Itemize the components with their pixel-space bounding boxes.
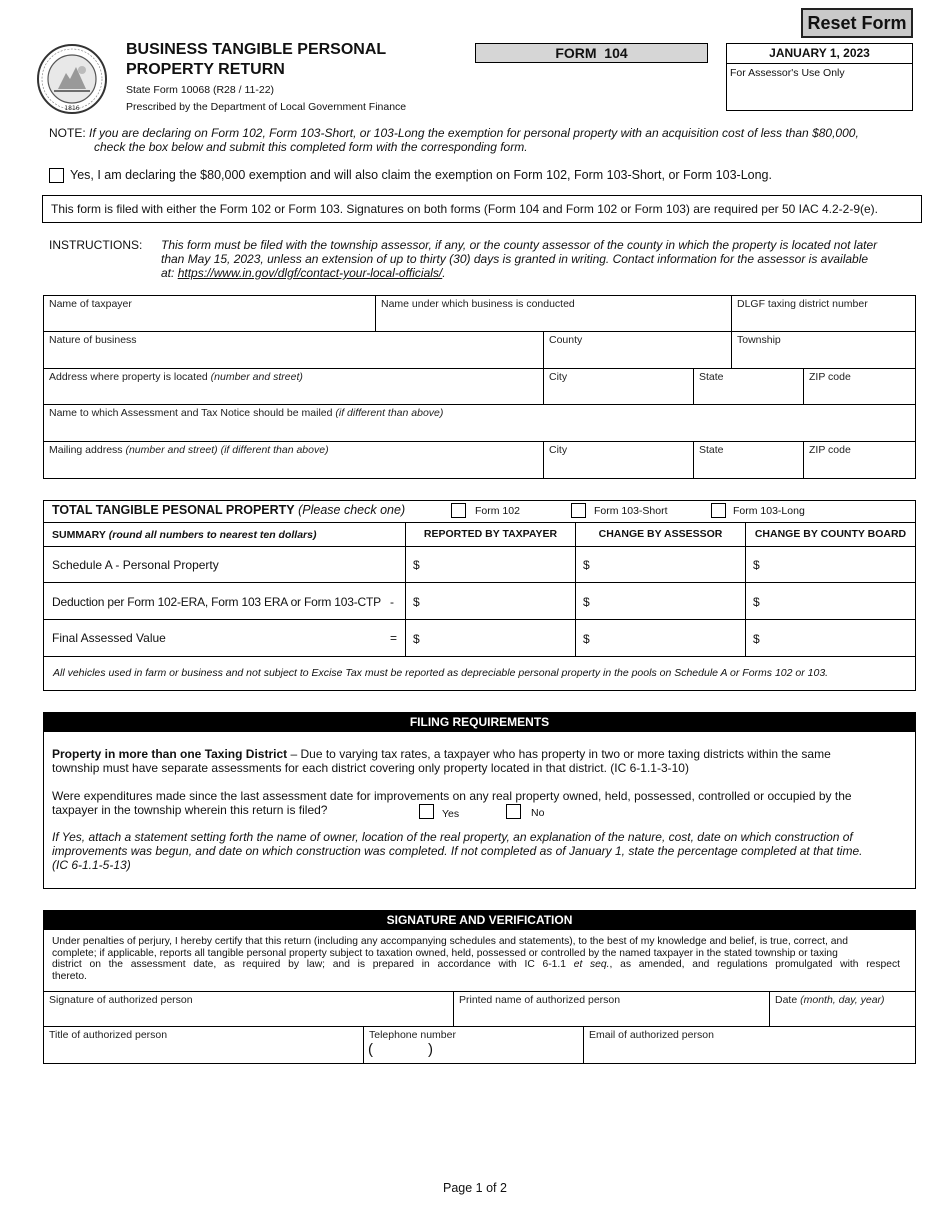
note-label: NOTE: bbox=[49, 126, 86, 140]
dlgf-district-field[interactable]: DLGF taxing district number bbox=[731, 295, 916, 332]
exemption-checkbox[interactable] bbox=[49, 168, 64, 183]
name-of-taxpayer-field[interactable]: Name of taxpayer bbox=[43, 295, 376, 332]
note-text-line1: If you are declaring on Form 102, Form 103-Short, or 103-Long the exemption for personal property with an acquisition cost of less than $80,000, bbox=[89, 126, 859, 140]
instructions-label: INSTRUCTIONS: bbox=[49, 238, 143, 252]
mailing-address-field[interactable]: Mailing address (number and street) (if different than above) bbox=[43, 441, 544, 479]
filing-requirements-title: FILING REQUIREMENTS bbox=[43, 712, 916, 732]
total-property-title: TOTAL TANGIBLE PESONAL PROPERTY (Please check one) bbox=[52, 503, 406, 517]
date-field[interactable]: Date (month, day, year) bbox=[769, 991, 916, 1027]
form-103-short-label: Form 103-Short bbox=[594, 505, 668, 517]
township-field[interactable]: Township bbox=[731, 331, 916, 369]
schedule-a-board-field[interactable]: $ bbox=[745, 546, 916, 583]
deduction-taxpayer-field[interactable]: $ bbox=[405, 582, 576, 620]
final-value-label: Final Assessed Value bbox=[52, 631, 166, 645]
note bbox=[49, 126, 929, 154]
form-103-short-checkbox[interactable] bbox=[571, 503, 586, 518]
nature-of-business-field[interactable]: Nature of business bbox=[43, 331, 544, 369]
col-reported-by-taxpayer: REPORTED BY TAXPAYER bbox=[405, 522, 576, 547]
filed-with-notice: This form is filed with either the Form 102 or Form 103. Signatures on both forms (Form 104 and Form 102 or Form 103) are required per 50 IAC 4.2-2-9(e). bbox=[42, 195, 922, 223]
notice-mail-name-field[interactable]: Name to which Assessment and Tax Notice should be mailed (if different than above) bbox=[43, 404, 916, 442]
assessor-use-label: For Assessor's Use Only bbox=[730, 67, 845, 79]
deduction-label: Deduction per Form 102-ERA, Form 103 ERA or Form 103-CTP bbox=[52, 595, 381, 609]
form-102-label: Form 102 bbox=[475, 505, 520, 517]
assessor-use-box[interactable] bbox=[726, 43, 913, 111]
mailing-state-field[interactable]: State bbox=[693, 441, 804, 479]
deduction-board-field[interactable]: $ bbox=[745, 582, 916, 620]
form-title-line2: PROPERTY RETURN bbox=[126, 61, 285, 78]
signature-title: SIGNATURE AND VERIFICATION bbox=[43, 910, 916, 930]
form-102-checkbox[interactable] bbox=[451, 503, 466, 518]
instructions-line2: than May 15, 2023, unless an extension of up to thirty (30) days is granted in writing. Contact information for the assessor is available bbox=[161, 252, 869, 266]
filing-p1: Property in more than one Taxing District – Due to varying tax rates, a taxpayer who has property in two or more taxing districts within the same township must have separate assessments for each district covering only property located in that district. (IC 6-1.1-3-10) bbox=[52, 747, 831, 775]
property-address-field[interactable]: Address where property is located (number and street) bbox=[43, 368, 544, 405]
signature-field[interactable]: Signature of authorized person bbox=[43, 991, 454, 1027]
zip-field[interactable]: ZIP code bbox=[803, 368, 916, 405]
improvements-no-label: No bbox=[531, 807, 545, 819]
contact-officials-link[interactable]: https://www.in.gov/dlgf/contact-your-local-officials/ bbox=[177, 266, 443, 280]
exemption-checkbox-label: Yes, I am declaring the $80,000 exemption and will also claim the exemption on Form 102, Form 103-Short, or Form 103-Long. bbox=[70, 168, 772, 182]
mailing-zip-field[interactable]: ZIP code bbox=[803, 441, 916, 479]
state-form-number: State Form 10068 (R28 / 11-22) bbox=[126, 84, 275, 96]
note-text-line2: check the box below and submit this completed form with the corresponding form. bbox=[94, 140, 528, 154]
instructions-line1: This form must be filed with the township assessor, if any, or the county assessor of the county in which the property is located not later bbox=[161, 238, 878, 252]
prescribed-by: Prescribed by the Department of Local Government Finance bbox=[126, 101, 407, 113]
final-value-board-field[interactable]: $ bbox=[745, 619, 916, 657]
final-value-assessor-field[interactable]: $ bbox=[575, 619, 746, 657]
telephone-field[interactable]: Telephone number ( ) bbox=[363, 1026, 584, 1064]
state-field[interactable]: State bbox=[693, 368, 804, 405]
mailing-city-field[interactable]: City bbox=[543, 441, 694, 479]
form-title bbox=[126, 40, 386, 80]
form-number-box: FORM 104 bbox=[475, 43, 708, 63]
instructions-line3: at: https://www.in.gov/dlgf/contact-your-local-officials/. bbox=[161, 266, 446, 280]
page-number: Page 1 of 2 bbox=[443, 1181, 507, 1195]
title-field[interactable]: Title of authorized person bbox=[43, 1026, 364, 1064]
assessment-date: JANUARY 1, 2023 bbox=[727, 44, 912, 64]
schedule-a-label: Schedule A - Personal Property bbox=[52, 558, 219, 572]
col-change-by-assessor: CHANGE BY ASSESSOR bbox=[575, 522, 746, 547]
form-title-line1: BUSINESS TANGIBLE PERSONAL bbox=[126, 41, 387, 58]
improvements-no-checkbox[interactable] bbox=[506, 804, 521, 819]
col-change-by-county-board: CHANGE BY COUNTY BOARD bbox=[745, 522, 916, 547]
email-field[interactable]: Email of authorized person bbox=[583, 1026, 916, 1064]
perjury-statement: Under penalties of perjury, I hereby certify that this return (including any accompanying schedules and statements), to the best of my knowledge and belief, is true, correct, and complete; if applicable, reports all tangible personal property subject to taxation owned, held, possessed or controlled by the named taxpayer in the stated township or taxing district on the assessment date, as required by law; and is prepared in accordance with IC 6-1.1 et seq., as amended, and regulations promulgated with respect thereto. bbox=[52, 936, 900, 982]
vehicles-note: All vehicles used in farm or business and not subject to Excise Tax must be reported as depreciable personal property in the pools on Schedule A or Forms 102 or 103. bbox=[43, 656, 916, 691]
deduction-assessor-field[interactable]: $ bbox=[575, 582, 746, 620]
final-value-operator: = bbox=[390, 631, 398, 645]
schedule-a-taxpayer-field[interactable]: $ bbox=[405, 546, 576, 583]
reset-form-button[interactable]: Reset Form bbox=[801, 8, 913, 38]
indiana-state-seal bbox=[36, 43, 108, 115]
city-field[interactable]: City bbox=[543, 368, 694, 405]
seal-year: 1816 bbox=[64, 105, 80, 112]
improvements-yes-label: Yes bbox=[442, 808, 460, 820]
filing-p2: Were expenditures made since the last assessment date for improvements on any real property owned, held, possessed, controlled or occupied by the taxpayer in the township wherein this return is filed? bbox=[52, 789, 852, 817]
filing-p3: If Yes, attach a statement setting forth the name of owner, location of the real property, an explanation of the nature, cost, date on which construction of improvements was begun, and date on which construction was completed. If not completed as of January 1, state the percentage completed at that time. (IC 6-1.1-5-13) bbox=[52, 830, 863, 872]
schedule-a-assessor-field[interactable]: $ bbox=[575, 546, 746, 583]
final-value-taxpayer-field[interactable]: $ bbox=[405, 619, 576, 657]
summary-header: SUMMARY (round all numbers to nearest ten dollars) bbox=[52, 529, 317, 541]
business-name-field[interactable]: Name under which business is conducted bbox=[375, 295, 732, 332]
form-103-long-label: Form 103-Long bbox=[733, 505, 805, 517]
printed-name-field[interactable]: Printed name of authorized person bbox=[453, 991, 770, 1027]
deduction-operator: - bbox=[390, 595, 394, 609]
improvements-yes-checkbox[interactable] bbox=[419, 804, 434, 819]
instructions-text bbox=[161, 238, 921, 280]
form-103-long-checkbox[interactable] bbox=[711, 503, 726, 518]
county-field[interactable]: County bbox=[543, 331, 732, 369]
